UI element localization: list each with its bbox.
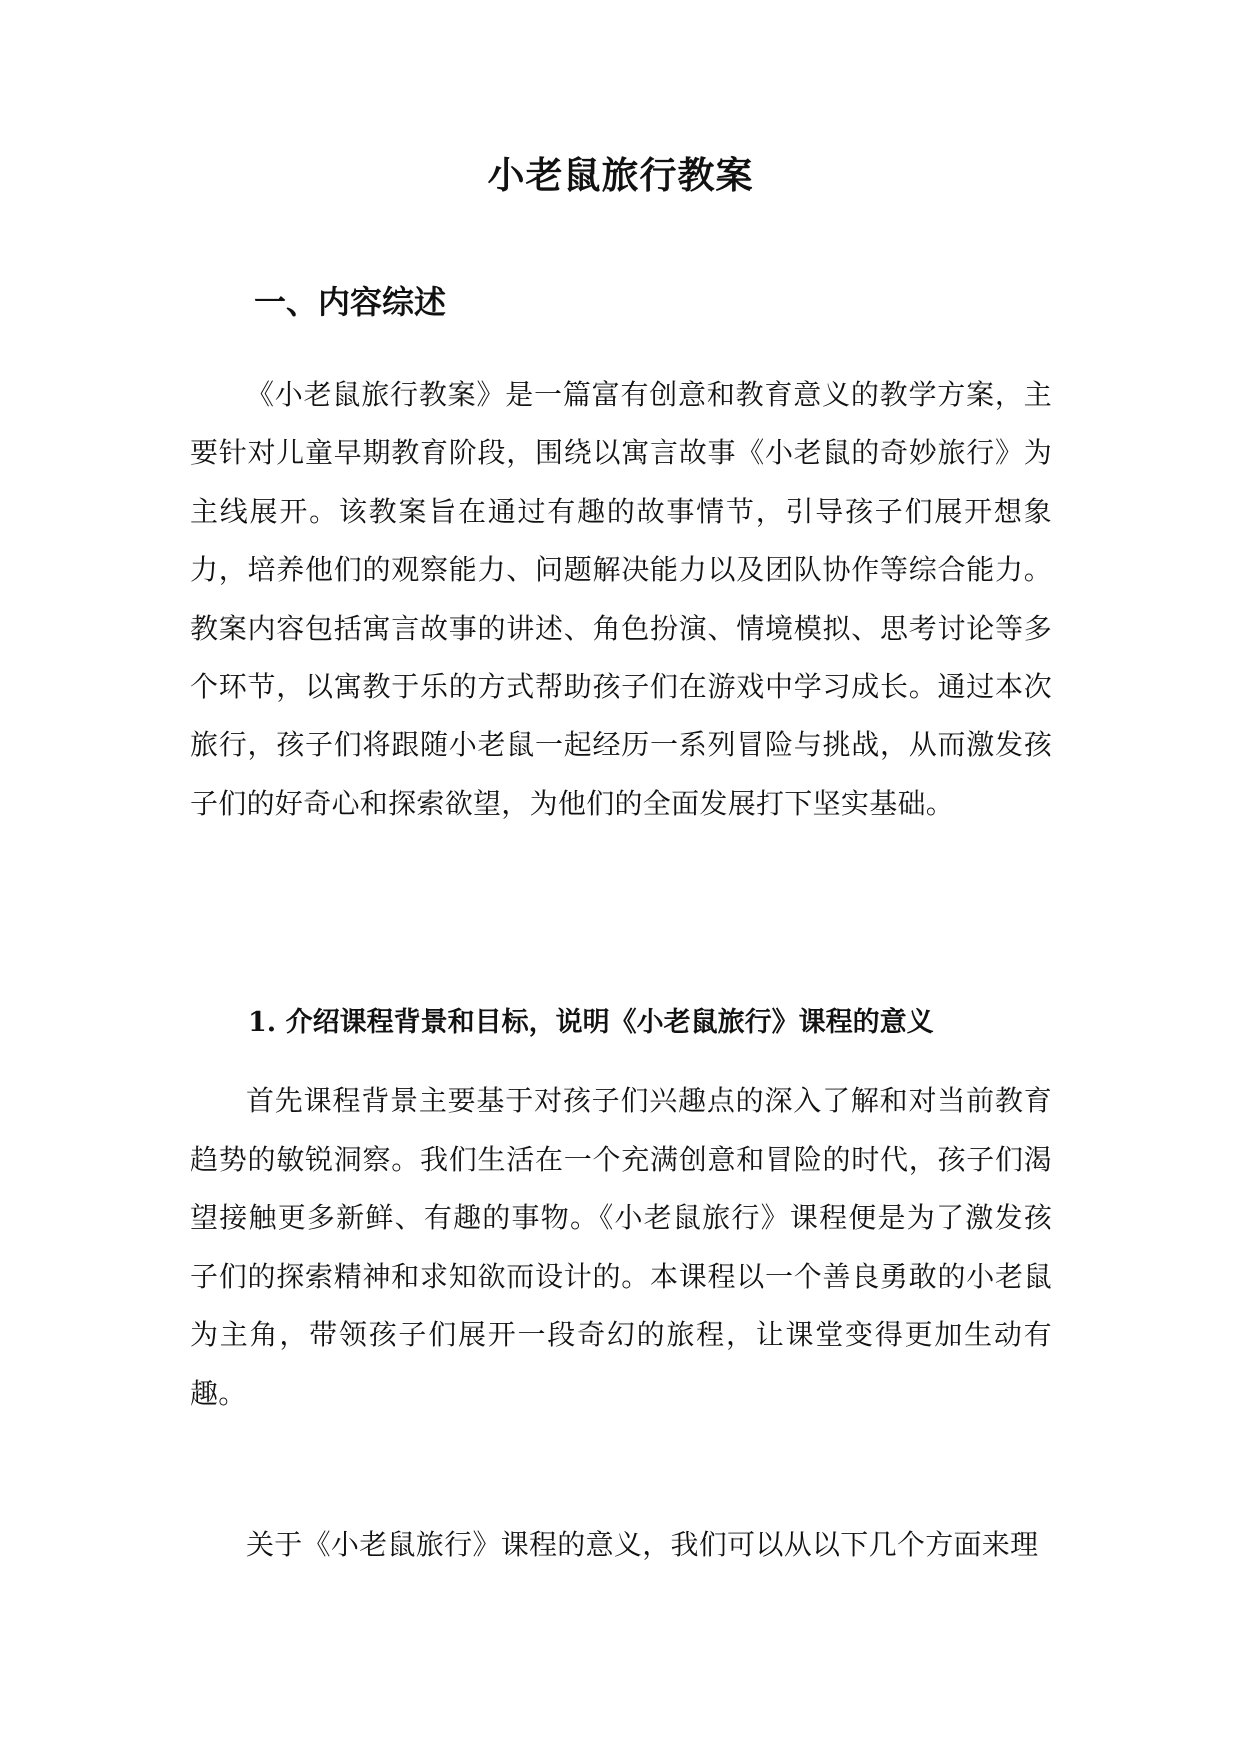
course-significance-paragraph: 关于《小老鼠旅行》课程的意义，我们可以从以下几个方面来理 [246,1528,1039,1561]
section-summary-paragraph: 《小老鼠旅行教案》是一篇富有创意和教育意义的教学方案，主要针对儿童早期教育阶段，围绕以寓言故事《小老鼠的奇妙旅行》为主线展开。该教案旨在通过有趣的故事情节，引导孩子们展开想象力，培养他们的观察能力、问题解决能力以及团队协作等综合能力。教案内容包括寓言故事的讲述、角色扮演、情境模拟、思考讨论等多个环节，以寓教于乐的方式帮助孩子们在游戏中学习成长。通过本次旅行，孩子们将跟随小老鼠一起经历一系列冒险与挑战，从而激发孩子们的好奇心和探索欲望，为他们的全面发展打下坚实基础。 [190,378,1052,820]
subsection-heading: 1. 介绍课程背景和目标，说明《小老鼠旅行》课程的意义 [248,1007,934,1038]
section-heading: 一、内容综述 [254,283,447,321]
course-background-paragraph: 首先课程背景主要基于对孩子们兴趣点的深入了解和对当前教育趋势的敏锐洞察。我们生活在一个充满创意和冒险的时代，孩子们渴望接触更多新鲜、有趣的事物。《小老鼠旅行》课程便是为了激发孩子们的探索精神和求知欲而设计的。本课程以一个善良勇敢的小老鼠为主角，带领孩子们展开一段奇幻的旅程，让课堂变得更加生动有趣。 [190,1084,1052,1410]
document-title: 小老鼠旅行教案 [487,153,754,197]
